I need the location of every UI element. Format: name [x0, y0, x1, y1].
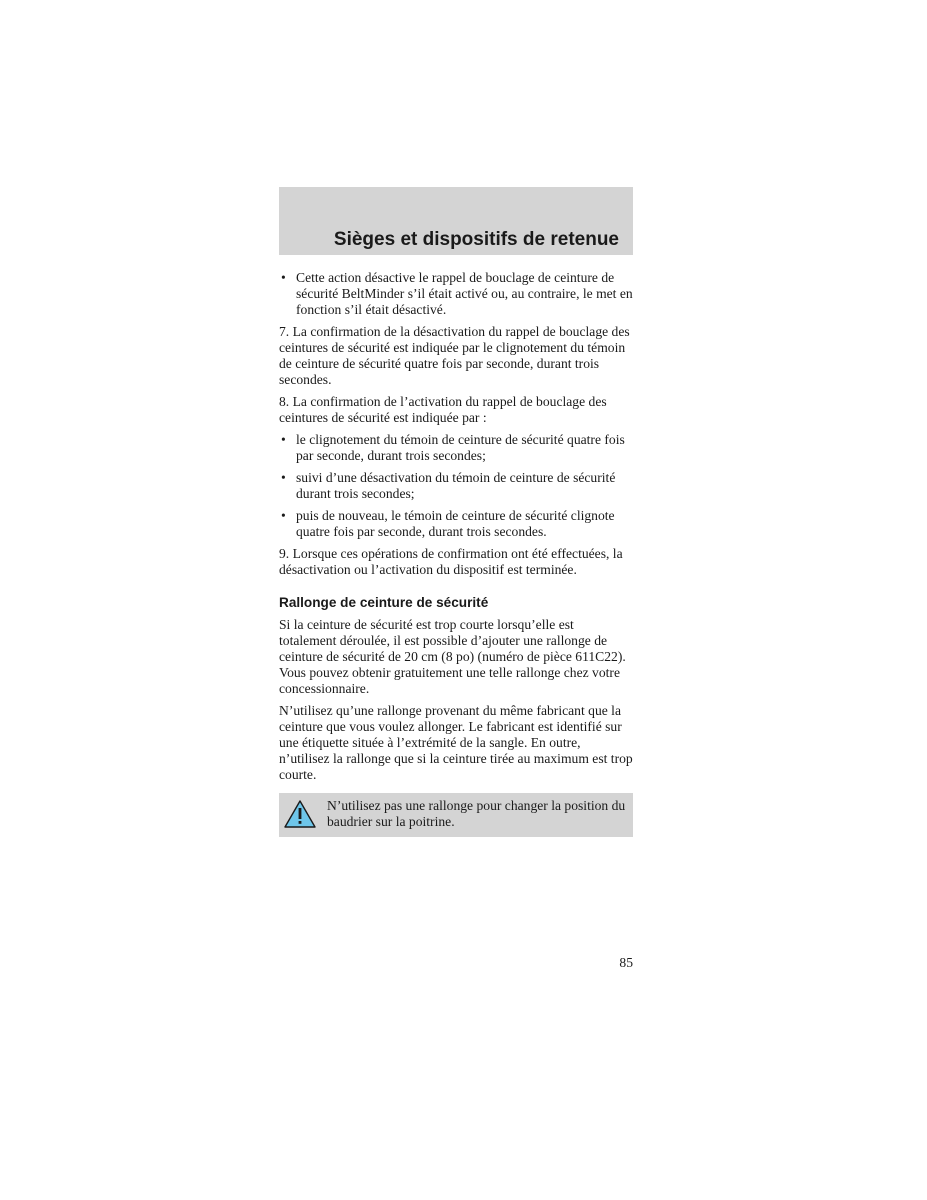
- list-item-text: suivi d’une désactivation du témoin de ceinture de sécurité durant trois secondes;: [296, 470, 616, 501]
- section-title: Sièges et dispositifs de retenue: [333, 229, 619, 250]
- extender-paragraph-1: Si la ceinture de sécurité est trop courte lorsqu’elle est totalement déroulée, il est possible d’ajouter une rallonge de ceinture de sécurité de 20 cm (8 po) (numéro de pièce 611C22). Vous pouvez obtenir gratuitement une telle rallonge chez votre concessionnaire.: [279, 617, 626, 696]
- list-item-text: le clignotement du témoin de ceinture de sécurité quatre fois par seconde, durant trois secondes;: [296, 432, 625, 463]
- step-7-paragraph: 7. La confirmation de la désactivation du rappel de bouclage des ceintures de sécurité est indiquée par le clignotement du témoin de ceinture de sécurité quatre fois par seconde, durant trois secondes.: [279, 324, 630, 387]
- page-number: 85: [619, 955, 633, 970]
- warning-text: N’utilisez pas une rallonge pour changer la position du baudrier sur la poitrine.: [327, 798, 626, 829]
- section-header-band: [279, 187, 633, 255]
- warning-triangle-icon: [283, 799, 317, 829]
- page-content: [279, 270, 633, 837]
- list-item-text: Cette action désactive le rappel de bouclage de ceinture de sécurité BeltMinder s’il était activé ou, au contraire, le met en fonction s’il était désactivé.: [296, 270, 633, 317]
- step-9-paragraph: 9. Lorsque ces opérations de confirmation ont été effectuées, la désactivation ou l’activation du dispositif est terminée.: [279, 546, 623, 577]
- bullet-icon: •: [281, 508, 286, 523]
- bullet-icon: •: [281, 432, 286, 447]
- list-item-text: puis de nouveau, le témoin de ceinture de sécurité clignote quatre fois par seconde, durant trois secondes.: [296, 508, 615, 539]
- list-item: [279, 470, 633, 502]
- step-8-paragraph: 8. La confirmation de l’activation du rappel de bouclage des ceintures de sécurité est indiquée par :: [279, 394, 607, 425]
- bullet-icon: •: [281, 270, 286, 285]
- list-item: [279, 432, 633, 464]
- section-heading: Rallonge de ceinture de sécurité: [279, 595, 489, 610]
- list-item: [279, 270, 633, 318]
- list-item: [279, 508, 633, 540]
- bullet-icon: •: [281, 470, 286, 485]
- warning-box: [279, 793, 633, 837]
- extender-paragraph-2: N’utilisez qu’une rallonge provenant du même fabricant que la ceinture que vous voulez allonger. Le fabricant est identifié sur une étiquette située à l’extrémité de la sangle. En outre, n’utilisez la rallonge que si la ceinture tirée au maximum est trop courte.: [279, 703, 633, 782]
